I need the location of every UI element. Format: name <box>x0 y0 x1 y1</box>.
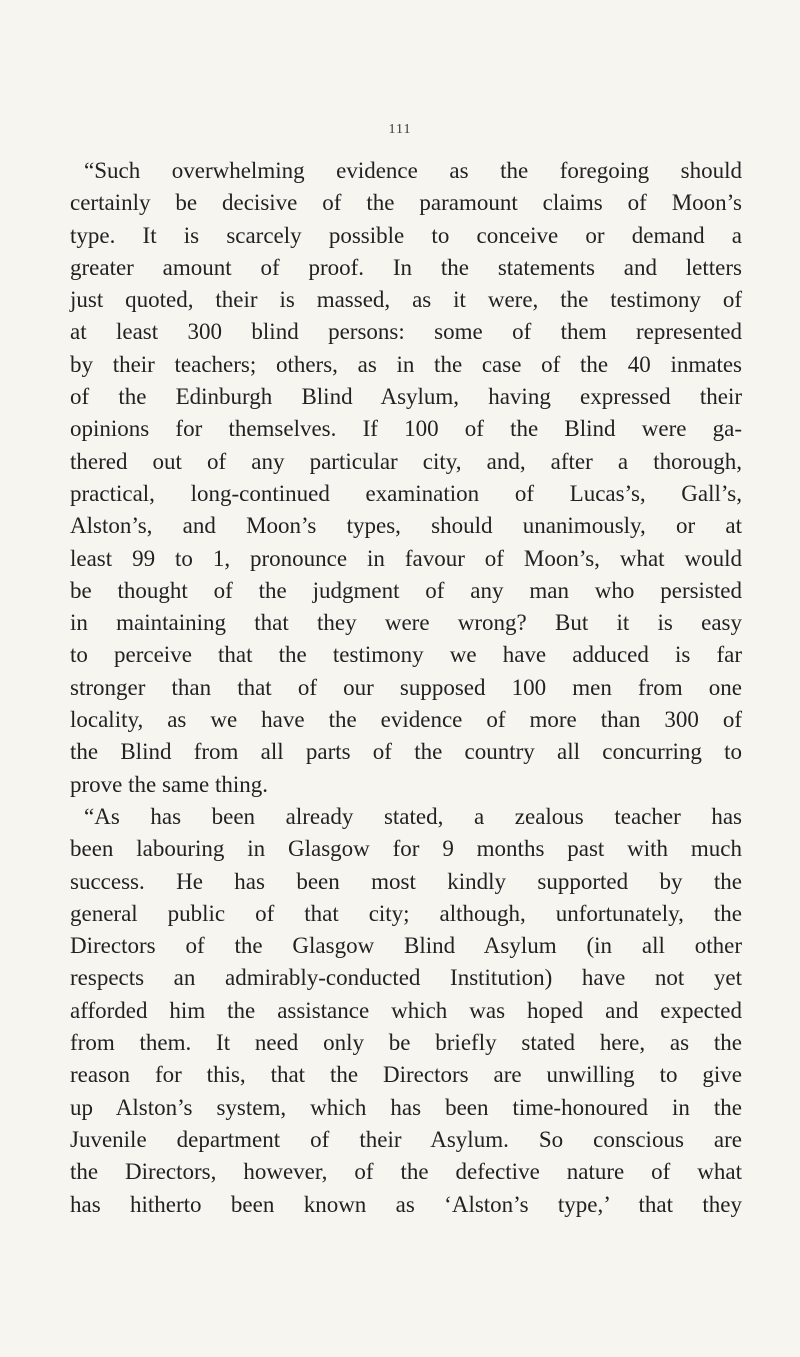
text-line: has hitherto been known as ‘Alston’s type,’ that they <box>70 1191 742 1217</box>
text-line: Juvenile department of their Asylum. So conscious are <box>70 1126 742 1152</box>
text-line: locality, as we have the evidence of more than 300 of <box>70 707 742 733</box>
text-line: Directors of the Glasgow Blind Asylum (in all other <box>70 933 742 959</box>
text-line: up Alston’s system, which has been time-honoured in the <box>70 1094 742 1120</box>
text-line: been labouring in Glasgow for 9 months past with much <box>70 836 742 862</box>
text-line: Alston’s, and Moon’s types, should unanimously, or at <box>70 513 742 539</box>
paragraph <box>70 155 742 801</box>
text-line: opinions for themselves. If 100 of the Blind were ga- <box>70 416 742 442</box>
text-line: the Blind from all parts of the country all concurring to <box>70 739 742 765</box>
text-line: general public of that city; although, unfortunately, the <box>70 900 742 926</box>
text-line: to perceive that the testimony we have adduced is far <box>70 642 742 668</box>
text-line: of the Edinburgh Blind Asylum, having expressed their <box>70 384 742 410</box>
body-text <box>70 155 742 1221</box>
text-line: the Directors, however, of the defective nature of what <box>70 1159 742 1185</box>
text-line: stronger than that of our supposed 100 men from one <box>70 674 742 700</box>
text-line: greater amount of proof. In the statements and letters <box>70 254 742 280</box>
text-line: from them. It need only be briefly stated here, as the <box>70 1030 742 1056</box>
text-line: by their teachers; others, as in the case of the 40 inmates <box>70 351 742 377</box>
text-line: in maintaining that they were wrong? But it is easy <box>70 610 742 636</box>
paragraph <box>70 801 742 1221</box>
page-number: 111 <box>388 122 412 137</box>
text-line: thered out of any particular city, and, after a thorough, <box>70 448 742 474</box>
text-line: success. He has been most kindly supported by the <box>70 868 742 894</box>
text-line: at least 300 blind persons: some of them represented <box>70 319 742 345</box>
text-line: “Such overwhelming evidence as the foregoing should <box>84 158 742 183</box>
text-line: least 99 to 1, pronounce in favour of Moon’s, what would <box>70 545 742 571</box>
text-line: afforded him the assistance which was hoped and expected <box>70 997 742 1023</box>
text-line: reason for this, that the Directors are unwilling to give <box>70 1062 742 1088</box>
text-line: prove the same thing. <box>70 771 269 797</box>
text-line: just quoted, their is massed, as it were, the testimony of <box>70 287 742 313</box>
text-line: respects an admirably-conducted Institution) have not yet <box>70 965 742 991</box>
text-line: be thought of the judgment of any man who persisted <box>70 577 742 603</box>
text-line: practical, long-continued examination of Lucas’s, Gall’s, <box>70 480 742 506</box>
text-line: certainly be decisive of the paramount claims of Moon’s <box>70 190 742 216</box>
text-line: type. It is scarcely possible to conceive or demand a <box>70 222 742 248</box>
text-line: “As has been already stated, a zealous teacher has <box>84 803 742 829</box>
